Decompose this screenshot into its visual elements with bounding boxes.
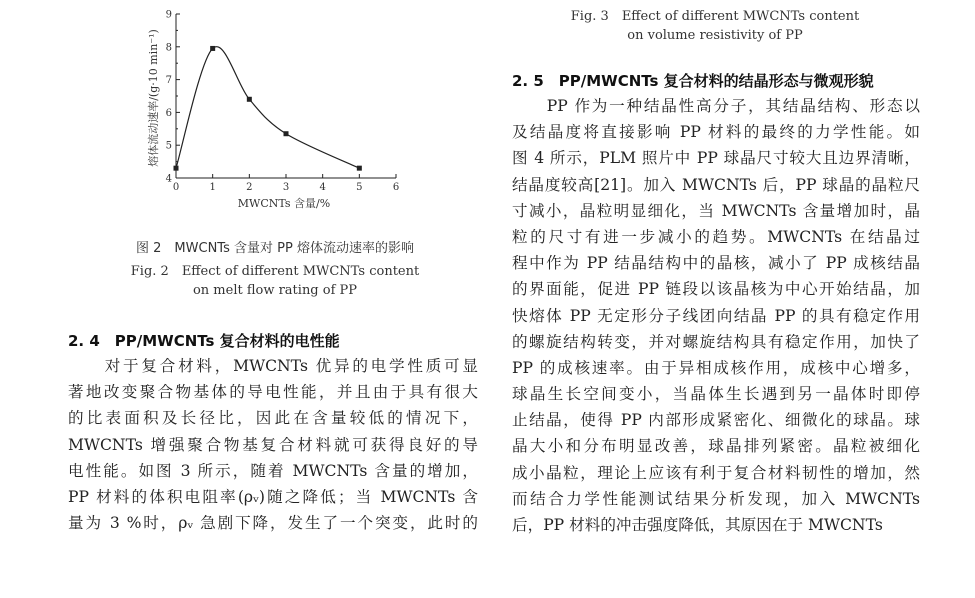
y-tick-label: 5: [165, 140, 172, 152]
x-tick-label: 5: [356, 182, 363, 193]
y-tick-label: 9: [165, 9, 172, 21]
paragraph-line: 的螺旋结构转变，并对螺旋结构具有稳定作用，加快了: [512, 332, 920, 351]
data-points: [174, 46, 362, 171]
section-2-5-body: [512, 93, 920, 538]
fig2-caption-zh: 图 2 MWCNTs 含量对 PP 熔体流动速率的影响: [136, 241, 414, 256]
paragraph-line: 止结晶，使得 PP 内部形成紧密化、细微化的球晶。球: [512, 411, 920, 430]
data-point: [357, 166, 362, 171]
paragraph-line: 电性能。如图 3 所示，随着 MWCNTs 含量的增加，: [68, 461, 478, 480]
section-2-4-body: [68, 353, 478, 536]
paragraph-line: PP 的成核速率。由于异相成核作用，成核中心增多，: [512, 358, 920, 377]
chart-axes: [176, 14, 396, 178]
paragraph-line: 快熔体 PP 无定形分子线团向结晶 PP 的具有稳定作用: [512, 306, 920, 325]
paragraph-line: 著地改变聚合物基体的导电性能，并且由于具有很大: [68, 383, 478, 402]
x-tick-label: 1: [209, 182, 216, 193]
fig2-caption-en-line1: Fig. 2 Effect of different MWCNTs content: [130, 264, 420, 279]
paragraph-line: PP 作为一种结晶性高分子，其结晶结构、形态以: [512, 97, 920, 115]
melt-flow-rate-chart: [140, 0, 420, 215]
paragraph-line: 成小晶粒，理论上应该有利于复合材料韧性的增加，然: [512, 463, 920, 482]
chart-ticks: [166, 10, 400, 194]
paragraph-line: 对于复合材料，MWCNTs 优异的电学性质可显: [68, 357, 478, 375]
x-tick-label: 2: [246, 182, 253, 193]
paragraph-line: 晶大小和分布明显改善，球晶排列紧密。晶粒被细化: [512, 437, 920, 456]
fig3-caption-en-line1: Fig. 3 Effect of different MWCNTs content: [570, 9, 860, 24]
paragraph-line: 图 4 所示，PLM 照片中 PP 球晶尺寸较大且边界清晰，: [512, 149, 920, 168]
data-point: [247, 97, 252, 102]
paragraph-line: 后，PP 材料的冲击强度降低，其原因在于 MWCNTs: [512, 516, 883, 534]
section-2-4-heading: 2. 4 PP/MWCNTs 复合材料的电性能: [68, 332, 340, 350]
data-curve: [176, 47, 359, 168]
x-axis-label: MWCNTs 含量/%: [237, 197, 331, 210]
data-point: [210, 46, 215, 51]
fig3-caption-en-line2: on volume resistivity of PP: [627, 28, 803, 43]
paragraph-line: 程中作为 PP 结晶结构中的晶核，减小了 PP 成核结晶: [512, 254, 920, 273]
paragraph-line: 而结合力学性能测试结果分析发现，加入 MWCNTs: [512, 489, 920, 508]
section-2-5-heading: 2. 5 PP/MWCNTs 复合材料的结晶形态与微观形貌: [512, 72, 874, 90]
x-tick-label: 4: [319, 182, 326, 193]
y-tick-label: 4: [165, 173, 172, 185]
paragraph-line: MWCNTs 增强聚合物基复合材料就可获得良好的导: [68, 435, 478, 454]
x-tick-label: 3: [282, 182, 290, 193]
y-axis-label: 熔体流动速率/(g·10 min⁻¹): [147, 29, 160, 167]
paragraph-line: 的比表面积及长径比，因此在含量较低的情况下，: [68, 409, 478, 428]
x-tick-label: 6: [392, 182, 400, 193]
paragraph-line: PP 材料的体积电阻率(ρᵥ)随之降低；当 MWCNTs 含: [68, 487, 478, 506]
y-tick-label: 8: [165, 42, 172, 54]
data-point: [174, 166, 179, 171]
paragraph-line: 寸减小，晶粒明显细化，当 MWCNTs 含量增加时，晶: [512, 201, 920, 220]
y-tick-label: 7: [165, 75, 172, 87]
fig2-caption-en-line2: on melt flow rating of PP: [192, 283, 358, 298]
paragraph-line: 量为 3 %时，ρᵥ 急剧下降，发生了一个突变，此时的: [68, 514, 478, 533]
paragraph-line: 的界面能，促进 PP 链段以该晶核为中心开始结晶，加: [512, 280, 920, 299]
paragraph-line: 及结晶度将直接影响 PP 材料的最终的力学性能。如: [512, 123, 920, 142]
paragraph-line: 粒的尺寸有进一步减小的趋势。MWCNTs 在结晶过: [512, 227, 920, 246]
data-point: [284, 131, 289, 136]
paragraph-line: 结晶度较高[21]。加入 MWCNTs 后，PP 球晶的晶粒尺: [512, 175, 920, 194]
paragraph-line: 球晶生长空间变小，当晶体生长遇到另一晶体时即停: [512, 385, 920, 404]
y-tick-label: 6: [165, 107, 172, 119]
x-tick-label: 0: [172, 182, 180, 193]
